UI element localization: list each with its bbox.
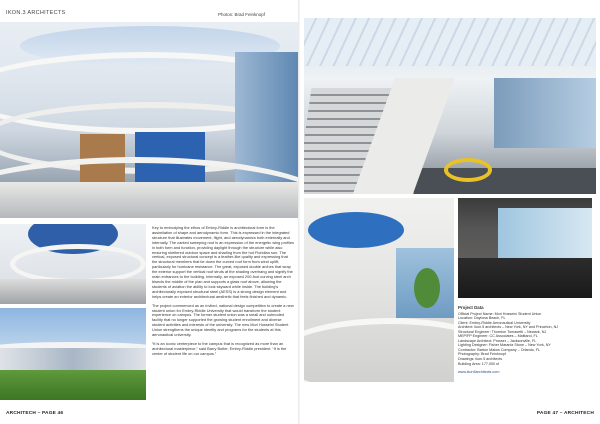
staircase-photo bbox=[304, 18, 596, 194]
dome-ceiling-photo bbox=[0, 224, 146, 304]
project-data-row: MEP/FP Engineer: CC Associates – Maitland, FL bbox=[458, 334, 538, 339]
lawn bbox=[0, 370, 146, 400]
project-data-row: Photography: Brad Feinknopf bbox=[458, 352, 506, 357]
counter bbox=[458, 258, 592, 298]
article-paragraph: The project commenced as an invited, national design competition to create a new student union for Embry-Riddle University that would transform the student experience on campus. The former student union was a small and outmoded facility that no longer supported the growing student enrollment and diverse student activities and interests of the university. The new Mori Hosseini Student Union strengthens the unique identity and programs for the students at this aeronautical university. bbox=[152, 302, 294, 338]
website-link[interactable]: www.ikon5architects.com bbox=[458, 370, 500, 375]
article-paragraph: “It is an iconic centerpiece to the campus that is recognized as more than an architectural masterpiece,” said Barry Butler, Embry-Riddle president. “It is the center of student life on our campus.” bbox=[152, 340, 287, 356]
project-data-row: Lighting Designer: Fisher Marantz Stone – New York, NY bbox=[458, 343, 551, 348]
lounge-floor bbox=[0, 279, 146, 304]
project-data-row: Structural Engineer: Thornton Tomasetti – Newark, NJ bbox=[458, 329, 547, 334]
project-data-row: Contractor: Barton Malow Company – Orlando, FL bbox=[458, 347, 541, 352]
window-wall bbox=[494, 78, 596, 148]
project-data-row: Architect: ikon.5 architects – New York, NY and Princeton, NJ bbox=[458, 325, 559, 330]
page-folio-left: ARCHITECH – PAGE 46 bbox=[6, 411, 64, 416]
article-paragraph: Key to embodying the ethos of Embry-Riddle is architectural form is the assimilation of shape and aerodynamic form. This is expressed in the integrated structure that illustrates movement, flight, and aerodynamics both externally and internally. The canted sweeping roof is an expression of the energetic wing profiles in both form and function, providing daylight through the structure while also ensuring sheltered outdoor space and shading from the hot Floridian sun. The vertical, exposed structural concept is a feather-like quality and expressing that the structural members that tie down the curved roof form from wind uplift, particularly for hurricane resistance. The great, exposed double arches that wrap the exterior support the vertical roof struts at the shading overhang and signify the main entrances to the building. Internally, an exposed 200-foot curving steel arch bisects the middle of the plan and supports a glass roof above, allowing the students of aviation the ability to look skyward while inside. The building’s architecturally exposed structural steel (AESS) is a strong design element and helps create an exterior architectural aesthetic that feels finished and dynamic. bbox=[152, 225, 294, 299]
project-data-row: Landscape Architect: Prosser – Jacksonville, FL bbox=[458, 338, 537, 343]
atrium-main-photo bbox=[0, 22, 298, 218]
building-facade bbox=[0, 348, 146, 370]
window bbox=[498, 208, 592, 258]
section-label: IKON.3 ARCHITECTS bbox=[6, 10, 66, 16]
project-data-row: Building Area: 177,000 sf bbox=[458, 361, 500, 366]
right-page bbox=[300, 0, 600, 424]
glass-roof bbox=[304, 18, 596, 66]
kitchen-photo bbox=[458, 198, 592, 298]
project-data-row: Location: Daytona Beach, FL bbox=[458, 316, 506, 321]
project-data-row: Official Project Name: Mori Hosseini Student Union bbox=[458, 311, 542, 316]
project-data-row: Client: Embry-Riddle Aeronautical University bbox=[458, 320, 531, 325]
mezzanine-ring bbox=[10, 244, 146, 284]
project-data bbox=[458, 306, 596, 375]
blue-ceiling bbox=[308, 212, 404, 248]
tree bbox=[414, 268, 440, 308]
page-folio-right: PAGE 47 – ARCHITECH bbox=[536, 411, 594, 416]
project-data-row: Drawings: ikon.5 architects bbox=[458, 357, 503, 362]
lounge-floor bbox=[414, 168, 596, 194]
exterior-photo bbox=[0, 308, 146, 400]
balcony-arc bbox=[304, 318, 454, 382]
yellow-sofa bbox=[444, 158, 492, 182]
article-body bbox=[152, 226, 294, 361]
project-data-heading: Project Data bbox=[458, 305, 484, 310]
balcony-ring bbox=[0, 157, 298, 218]
atrium-photo bbox=[304, 198, 454, 382]
photo-credit: Photos: Brad Feinknopf bbox=[218, 12, 266, 17]
